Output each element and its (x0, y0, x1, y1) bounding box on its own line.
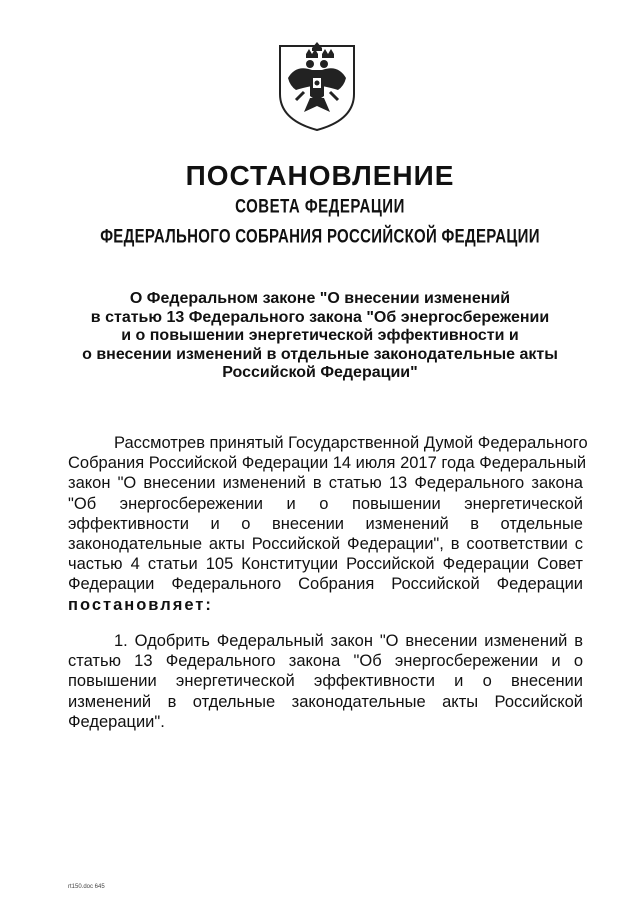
subject-line: О Федеральном законе "О внесении изменений (129, 290, 511, 307)
document-title: ПОСТАНОВЛЕНИЕ (185, 160, 455, 191)
paragraph-line: 1. Одобрить Федеральный закон "О внесении изменений в (114, 632, 583, 650)
subject-line: в статью 13 Федерального закона "Об энергосбережении (90, 308, 550, 326)
paragraph-line: законодательные акты Российской Федерации", в соответствии с (68, 535, 583, 554)
subject-line: о внесении изменений в отдельные законодательные акты (82, 345, 558, 363)
resolution-subject (70, 290, 570, 383)
paragraph-line: изменений в отдельные законодательные акты Российской (68, 692, 583, 711)
resolves-word: постановляет: (68, 595, 213, 614)
paragraph-line: Рассмотрев принятый Государственной Думой Федерального (114, 434, 588, 452)
paragraph-line: повышении энергетической эффективности и о внесении (68, 672, 583, 691)
paragraph-line: Федерации Федерального Собрания Российской Федерации (68, 575, 583, 594)
paragraph-line: Собрания Российской Федерации 14 июля 2017 года Федеральный (68, 454, 587, 473)
clause-1-paragraph (68, 631, 583, 732)
paragraph-line: "Об энергосбережении и о повышении энергетической (68, 494, 583, 513)
preamble-paragraph (68, 433, 588, 615)
subject-line: и о повышении энергетической эффективности и (121, 327, 519, 344)
paragraph-line: Федерации". (68, 712, 165, 731)
paragraph-line: частью 4 статьи 105 Конституции Российской Федерации Совет (68, 555, 583, 574)
coat-of-arms-emblem (276, 40, 358, 134)
document-reference: rt150.doc 645 (68, 884, 105, 890)
paragraph-line: статью 13 Федерального закона "Об энергосбережении и о (68, 652, 583, 671)
issuer-line-1: СОВЕТА ФЕДЕРАЦИИ (235, 195, 405, 218)
subject-line: Российской Федерации" (222, 364, 418, 381)
issuer-line-2: ФЕДЕРАЛЬНОГО СОБРАНИЯ РОССИЙСКОЙ ФЕДЕРАЦИИ (100, 225, 540, 248)
paragraph-line: эффективности и о внесении изменений в отдельные (68, 514, 583, 533)
paragraph-line: закон "О внесении изменений в статью 13 Федерального закона (68, 474, 583, 493)
